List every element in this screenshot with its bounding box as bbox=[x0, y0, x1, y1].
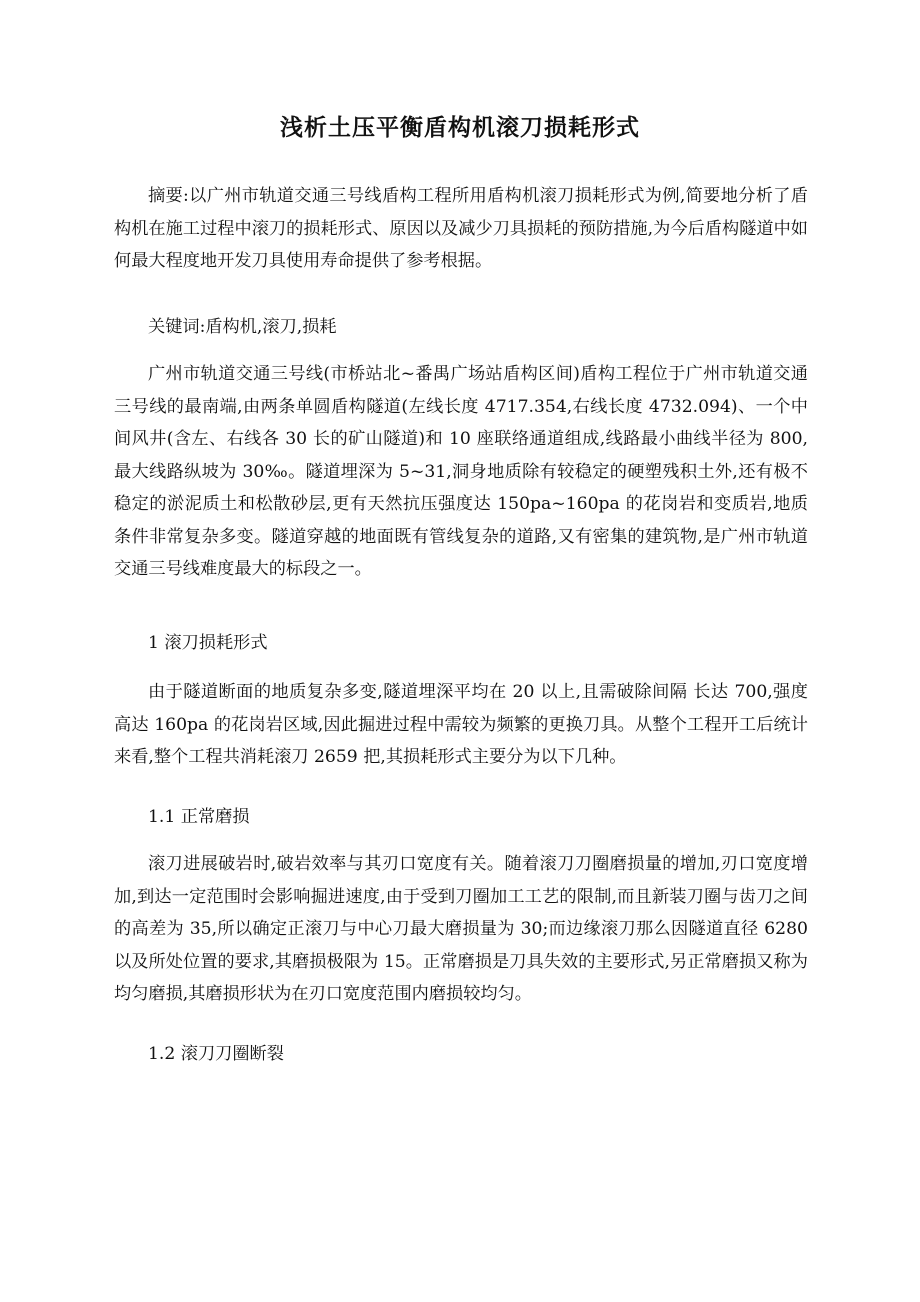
intro-paragraph: 广州市轨道交通三号线(市桥站北~番禺广场站盾构区间)盾构工程位于广州市轨道交通三号线的最南端,由两条单圆盾构隧道(左线长度 4717.354,右线长度 4732.094)、一个中间风井(含左、右线各 30 长的矿山隧道)和 10 座联络通道组成,线路最小曲线半径为 800,最大线路纵坡为 30‰。隧道埋深为 5~31,洞身地质除有较稳定的硬塑残积土外,还有极不稳定的淤泥质土和松散砂层,更有天然抗压强度达 150pa~160pa 的花岗岩和变质岩,地质条件非常复杂多变。隧道穿越的地面既有管线复杂的道路,又有密集的建筑物,是广州市轨道交通三号线难度最大的标段之一。 bbox=[114, 364, 808, 579]
page-title: 浅析土压平衡盾构机滚刀损耗形式 bbox=[280, 115, 640, 141]
abstract-paragraph: 摘要:以广州市轨道交通三号线盾构工程所用盾构机滚刀损耗形式为例,简要地分析了盾构机在施工过程中滚刀的损耗形式、原因以及减少刀具损耗的预防措施,为今后盾构隧道中如何最大程度地开发刀具使用寿命提供了参考根据。 bbox=[114, 186, 808, 271]
section-1-1-heading: 1.1 正常磨损 bbox=[148, 807, 250, 827]
section-1-heading: 1 滚刀损耗形式 bbox=[148, 633, 268, 653]
section-1-paragraph: 由于隧道断面的地质复杂多变,隧道埋深平均在 20 以上,且需破除间隔 长达 700,强度高达 160pa 的花岗岩区域,因此掘进过程中需较为频繁的更换刀具。从整个工程开工后统计来看,整个工程共消耗滚刀 2659 把,其损耗形式主要分为以下几种。 bbox=[114, 682, 808, 767]
section-1-2-heading: 1.2 滚刀刀圈断裂 bbox=[148, 1044, 284, 1064]
keywords-line: 关键词:盾构机,滚刀,损耗 bbox=[148, 317, 337, 337]
section-1-1-paragraph: 滚刀进展破岩时,破岩效率与其刃口宽度有关。随着滚刀刀圈磨损量的增加,刃口宽度增加,到达一定范围时会影响掘进速度,由于受到刀圈加工工艺的限制,而且新装刀圈与齿刀之间的高差为 35,所以确定正滚刀与中心刀最大磨损量为 30;而边缘滚刀那么因隧道直径 6280 以及所处位置的要求,其磨损极限为 15。正常磨损是刀具失效的主要形式,另正常磨损又称为均匀磨损,其磨损形状为在刃口宽度范围内磨损较均匀。 bbox=[114, 854, 808, 1004]
